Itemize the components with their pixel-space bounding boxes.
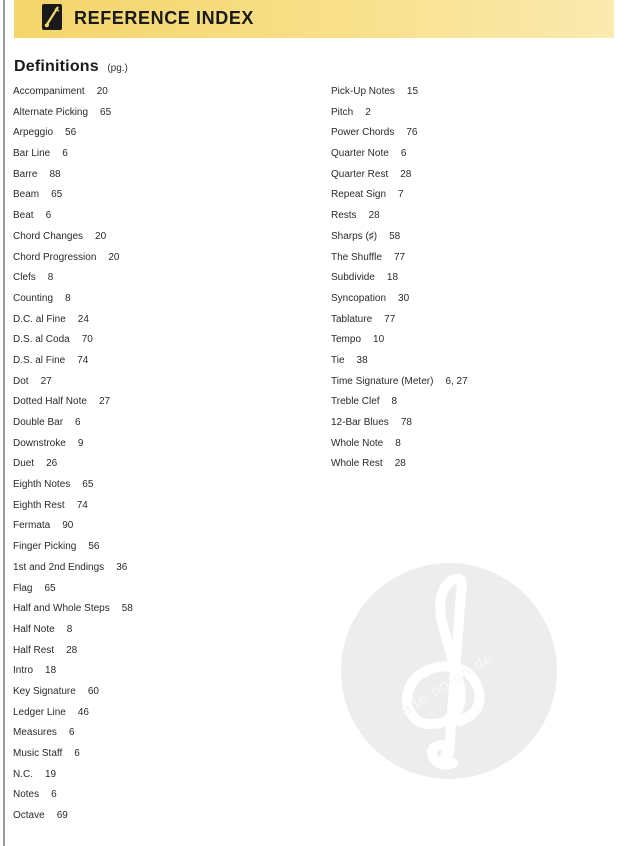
index-page-number: 20 bbox=[108, 251, 120, 263]
index-page-number: 56 bbox=[65, 127, 77, 139]
index-entry bbox=[13, 603, 133, 624]
index-entry bbox=[13, 107, 133, 128]
index-entry bbox=[13, 707, 133, 728]
index-entry bbox=[13, 272, 133, 293]
index-page-number: 6 bbox=[400, 148, 407, 160]
index-entry bbox=[13, 769, 133, 790]
index-page-number: 24 bbox=[77, 313, 89, 325]
index-page-number: 27 bbox=[40, 375, 52, 387]
index-page-number: 6 bbox=[45, 210, 52, 222]
index-entry bbox=[13, 210, 133, 231]
index-page-number: 30 bbox=[398, 292, 410, 304]
index-entry bbox=[331, 458, 468, 479]
index-page-number: 76 bbox=[406, 127, 418, 139]
index-page-number: 28 bbox=[400, 168, 412, 180]
index-term: 12-Bar Blues bbox=[331, 417, 389, 428]
index-page-number: 27 bbox=[98, 396, 111, 408]
index-page-number: 26 bbox=[46, 458, 58, 470]
index-entry bbox=[13, 189, 133, 210]
watermark-text: alle-noten.de bbox=[398, 649, 497, 720]
index-entry bbox=[331, 272, 468, 293]
index-term: The Shuffle bbox=[331, 251, 382, 263]
index-page-number: 38 bbox=[356, 354, 368, 366]
index-page-number: 65 bbox=[44, 582, 56, 594]
index-entry bbox=[331, 334, 468, 355]
index-page-number: 20 bbox=[96, 86, 108, 97]
index-entry bbox=[13, 417, 133, 438]
index-term: Quarter Rest bbox=[331, 168, 389, 180]
index-page-number: 20 bbox=[95, 230, 107, 242]
index-term: Dot bbox=[13, 375, 29, 387]
index-term: Treble Clef bbox=[331, 396, 380, 408]
index-entry bbox=[13, 127, 133, 148]
index-entry bbox=[13, 810, 133, 831]
index-term: Alternate Picking bbox=[13, 106, 89, 118]
index-term: Barre bbox=[13, 168, 38, 180]
index-entry bbox=[13, 376, 133, 397]
index-term: D.S. al Fine bbox=[13, 354, 66, 366]
index-page-number: 2 bbox=[365, 106, 371, 118]
index-term: Ledger Line bbox=[13, 706, 66, 718]
index-entry bbox=[331, 396, 468, 417]
index-term: Half Note bbox=[13, 623, 55, 635]
index-entry bbox=[13, 500, 133, 521]
index-page-number: 6 bbox=[74, 748, 80, 759]
index-page-number: 10 bbox=[373, 334, 385, 346]
index-term: Half Rest bbox=[13, 644, 55, 656]
index-entry bbox=[13, 686, 133, 707]
index-term: Fermata bbox=[13, 520, 51, 532]
index-page-number: 77 bbox=[393, 251, 406, 263]
index-entry bbox=[13, 624, 133, 645]
index-page-number: 56 bbox=[88, 541, 100, 553]
index-page-number: 28 bbox=[368, 210, 380, 222]
index-term: Counting bbox=[13, 292, 54, 304]
index-page-number: 70 bbox=[81, 334, 93, 346]
index-entry bbox=[13, 645, 133, 666]
index-term: Time Signature (Meter) bbox=[331, 375, 434, 387]
index-term: Notes bbox=[13, 789, 40, 801]
index-term: Double Bar bbox=[13, 417, 64, 428]
index-term: Half and Whole Steps bbox=[13, 603, 110, 615]
index-page-number: 6 bbox=[75, 417, 81, 428]
index-term: Pitch bbox=[331, 106, 354, 118]
index-entry bbox=[13, 748, 133, 769]
index-term: Bar Line bbox=[13, 148, 51, 160]
guitar-book-icon bbox=[42, 4, 62, 30]
index-term: Key Signature bbox=[13, 685, 76, 697]
index-entry bbox=[331, 107, 468, 128]
index-term: Tempo bbox=[331, 334, 362, 346]
index-term: Clefs bbox=[13, 272, 36, 284]
index-entry bbox=[331, 189, 468, 210]
index-term: Accompaniment bbox=[13, 86, 85, 97]
treble-clef-icon bbox=[341, 563, 557, 779]
index-term: Power Chords bbox=[331, 127, 395, 139]
watermark-badge bbox=[341, 563, 557, 779]
index-term: Downstroke bbox=[13, 437, 66, 449]
index-page-number: 46 bbox=[77, 706, 89, 718]
index-page-number: 6, 27 bbox=[445, 375, 468, 387]
index-term: Octave bbox=[13, 810, 45, 822]
index-entry bbox=[13, 252, 133, 273]
index-entry bbox=[13, 479, 133, 500]
index-term: Intro bbox=[13, 665, 34, 677]
index-term: Music Staff bbox=[13, 748, 63, 759]
index-entry bbox=[331, 252, 468, 273]
index-page-number: 69 bbox=[56, 810, 68, 822]
index-page-number: 18 bbox=[386, 272, 399, 284]
index-term: Whole Note bbox=[331, 437, 384, 449]
index-entry bbox=[331, 148, 468, 169]
index-page-number: 90 bbox=[62, 520, 74, 532]
index-entry bbox=[13, 334, 133, 355]
index-term: Chord Changes bbox=[13, 230, 84, 242]
index-column-left bbox=[13, 86, 133, 831]
index-page-number: 8 bbox=[395, 437, 401, 449]
index-term: Finger Picking bbox=[13, 541, 77, 553]
index-page-number: 74 bbox=[77, 354, 89, 366]
index-page-number: 6 bbox=[68, 727, 75, 739]
index-entry bbox=[13, 231, 133, 252]
index-entry bbox=[13, 458, 133, 479]
index-entry bbox=[13, 789, 133, 810]
index-term: Chord Progression bbox=[13, 251, 97, 263]
index-term: Tablature bbox=[331, 313, 373, 325]
index-entry bbox=[13, 355, 133, 376]
index-page-number: 8 bbox=[66, 623, 73, 635]
index-entry bbox=[331, 86, 468, 107]
page-title: REFERENCE INDEX bbox=[74, 8, 255, 28]
index-term: Dotted Half Note bbox=[13, 396, 87, 408]
index-term: Eighth Rest bbox=[13, 499, 65, 511]
index-page-number: 88 bbox=[49, 168, 61, 180]
index-term: Tie bbox=[331, 354, 345, 366]
index-term: Arpeggio bbox=[13, 127, 54, 139]
index-page-number: 74 bbox=[76, 499, 88, 511]
index-page-number: 9 bbox=[77, 437, 84, 449]
index-entry bbox=[331, 376, 468, 397]
index-page-number: 6 bbox=[62, 148, 68, 160]
index-page-number: 8 bbox=[47, 272, 54, 284]
index-page-number: 28 bbox=[394, 458, 406, 470]
index-term: N.C. bbox=[13, 768, 33, 780]
index-entry bbox=[13, 86, 133, 107]
index-page-number: 8 bbox=[391, 396, 398, 408]
index-page-number: 77 bbox=[384, 313, 396, 325]
index-entry bbox=[13, 520, 133, 541]
index-entry bbox=[331, 293, 468, 314]
index-term: Repeat Sign bbox=[331, 189, 387, 201]
index-term: Syncopation bbox=[331, 292, 387, 304]
index-entry bbox=[331, 231, 468, 252]
index-term: 1st and 2nd Endings bbox=[13, 561, 105, 573]
index-page-number: 18 bbox=[45, 665, 57, 677]
index-entry bbox=[331, 169, 468, 190]
index-page-number: 28 bbox=[66, 644, 78, 656]
index-entry bbox=[13, 396, 133, 417]
section-title: Definitions bbox=[14, 58, 99, 75]
index-entry bbox=[331, 417, 468, 438]
index-term: Eighth Notes bbox=[13, 479, 71, 491]
index-entry bbox=[13, 665, 133, 686]
index-entry bbox=[13, 169, 133, 190]
index-term: Sharps (♯) bbox=[331, 230, 378, 242]
index-entry bbox=[13, 727, 133, 748]
index-page-number: 60 bbox=[87, 685, 99, 697]
index-page-number: 7 bbox=[398, 189, 404, 201]
index-page-number: 78 bbox=[400, 417, 412, 428]
index-term: Whole Rest bbox=[331, 458, 383, 470]
index-term: Beam bbox=[13, 189, 40, 201]
index-page-number: 36 bbox=[116, 561, 128, 573]
index-entry bbox=[331, 438, 468, 459]
index-term: Measures bbox=[13, 727, 57, 739]
index-entry bbox=[13, 148, 133, 169]
index-entry bbox=[13, 314, 133, 335]
index-term: Flag bbox=[13, 582, 33, 594]
index-term: Pick-Up Notes bbox=[331, 86, 395, 97]
index-page-number: 6 bbox=[51, 789, 57, 801]
index-term: Subdivide bbox=[331, 272, 375, 284]
index-page-number: 65 bbox=[82, 479, 94, 491]
index-term: D.C. al Fine bbox=[13, 313, 66, 325]
index-page-number: 58 bbox=[389, 230, 401, 242]
index-entry bbox=[13, 562, 133, 583]
page-edge-rule bbox=[3, 0, 5, 846]
index-page-number: 65 bbox=[100, 106, 112, 118]
index-page-number: 58 bbox=[121, 603, 133, 615]
header-banner bbox=[14, 0, 614, 38]
index-term: D.S. al Coda bbox=[13, 334, 70, 346]
index-entry bbox=[331, 210, 468, 231]
index-entry bbox=[331, 127, 468, 148]
index-page-number: 19 bbox=[45, 768, 57, 780]
index-entry bbox=[13, 583, 133, 604]
index-entry bbox=[13, 438, 133, 459]
index-entry bbox=[13, 541, 133, 562]
index-page-number: 8 bbox=[65, 292, 71, 304]
section-heading bbox=[14, 58, 128, 76]
index-entry bbox=[331, 355, 468, 376]
index-page-number: 15 bbox=[406, 86, 419, 97]
index-page-number: 65 bbox=[51, 189, 63, 201]
index-column-right bbox=[331, 86, 468, 479]
section-subtitle: (pg.) bbox=[107, 63, 128, 74]
index-term: Rests bbox=[331, 210, 357, 222]
index-term: Quarter Note bbox=[331, 148, 389, 160]
index-term: Duet bbox=[13, 458, 35, 470]
index-entry bbox=[331, 314, 468, 335]
index-entry bbox=[13, 293, 133, 314]
index-term: Beat bbox=[13, 210, 34, 222]
